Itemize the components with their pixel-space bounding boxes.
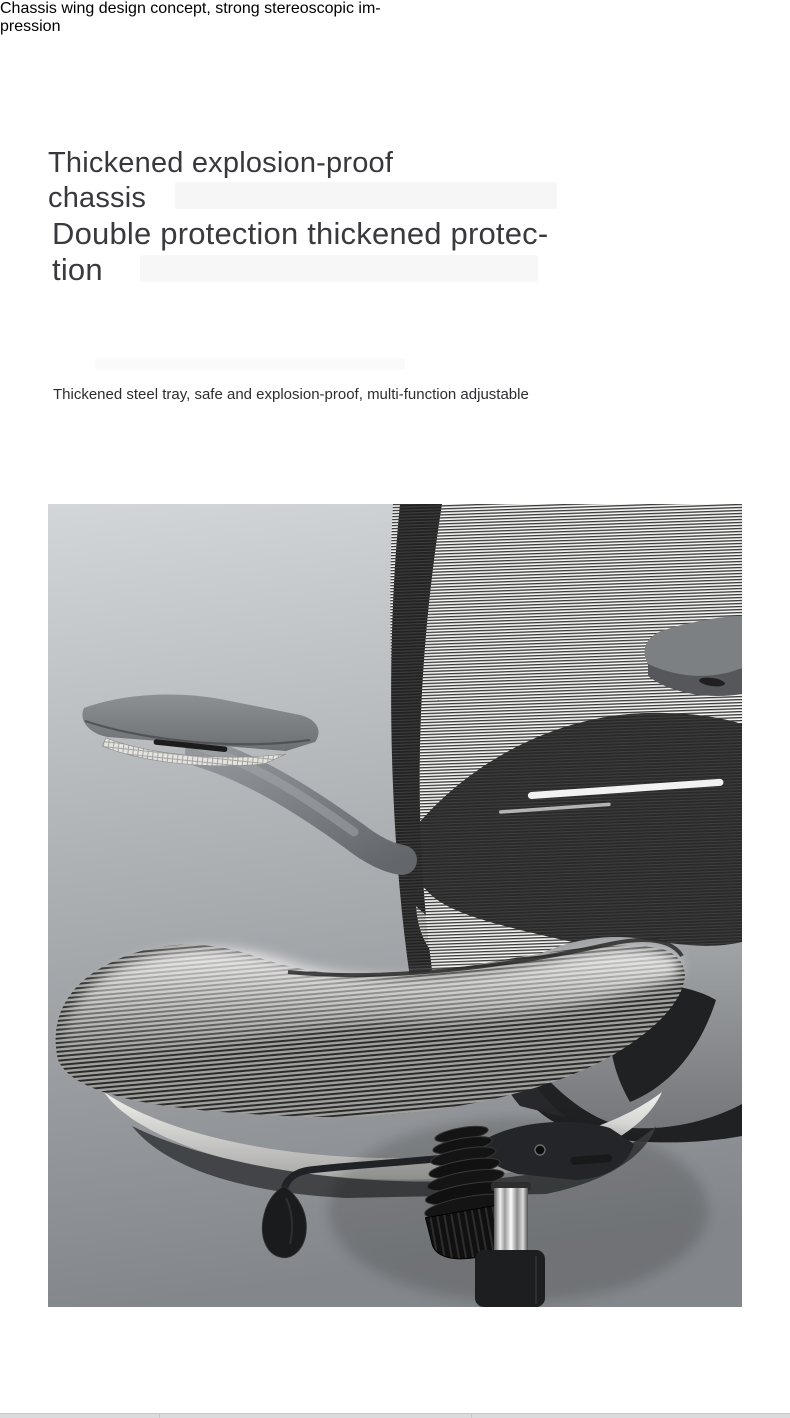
feature-note-secondary-line-2: pression	[0, 18, 61, 35]
feature-note-primary: Thickened steel tray, safe and explosion-proof, multi-function adjustable	[53, 386, 529, 403]
strip-seam	[471, 1414, 472, 1418]
feature-title-line-1: Thickened explosion-proof	[48, 147, 394, 179]
product-detail-section	[0, 0, 790, 403]
feature-note-secondary-line-1: Chassis wing design concept, strong stereoscopic im-	[0, 0, 381, 17]
feature-title	[48, 146, 608, 216]
chair-illustration	[48, 504, 742, 1307]
feature-subtitle	[48, 216, 608, 288]
feature-copy	[48, 146, 608, 288]
next-section-strip	[0, 1413, 790, 1418]
cylinder-cover	[475, 1250, 545, 1307]
product-photo	[48, 504, 742, 1307]
mechanism-bolt	[535, 1145, 545, 1155]
feature-subtitle-line-1: Double protection thickened protec-	[52, 216, 549, 251]
feature-title-line-2: chassis	[48, 182, 147, 214]
feature-subtitle-line-2: tion	[52, 252, 103, 287]
strip-seam	[159, 1414, 160, 1418]
translation-ghost-patch	[95, 358, 405, 370]
gas-lift-cylinder	[494, 1188, 528, 1252]
